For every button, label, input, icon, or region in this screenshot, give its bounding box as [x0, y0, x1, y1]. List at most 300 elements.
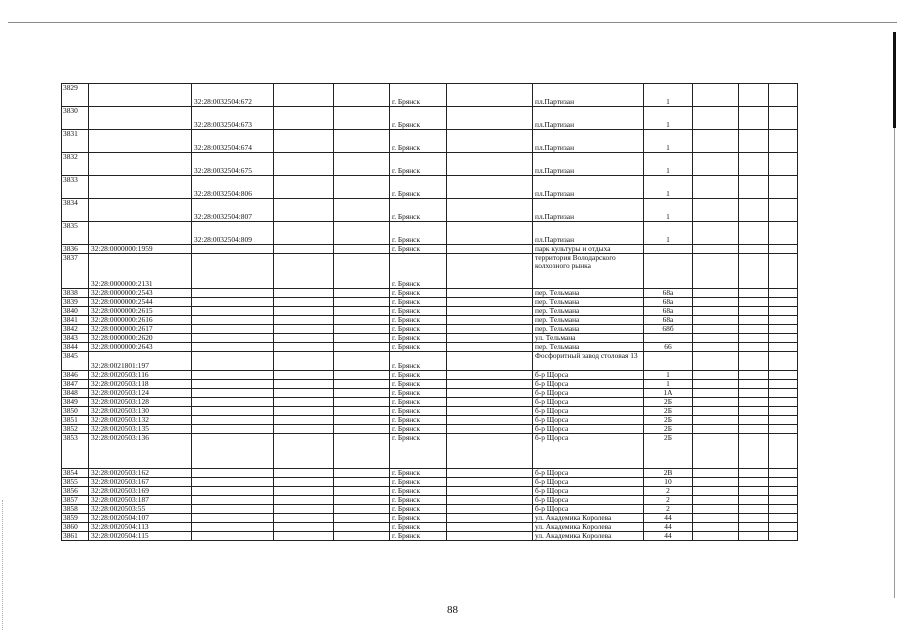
cadastral-number-primary: 32:28:0000000:1959: [89, 245, 192, 254]
empty-cell: [739, 487, 769, 496]
empty-cell: [274, 380, 334, 389]
address-cell: пл.Партизан: [533, 153, 644, 176]
empty-cell: [769, 298, 798, 307]
empty-cell: [739, 343, 769, 352]
empty-cell: [739, 371, 769, 380]
cadastral-number-primary: 32:28:0020503:169: [89, 487, 192, 496]
city-cell: г. Брянск: [390, 478, 447, 487]
empty-cell: [334, 153, 390, 176]
empty-cell: [447, 199, 533, 222]
empty-cell: [447, 496, 533, 505]
row-number: 3838: [62, 289, 89, 298]
house-number-cell: 2Б: [644, 425, 693, 434]
address-cell: пл.Партизан: [533, 84, 644, 107]
empty-cell: [739, 407, 769, 416]
empty-cell: [769, 245, 798, 254]
cadastral-number-primary: 32:28:0020504:115: [89, 532, 192, 541]
empty-cell: [739, 307, 769, 316]
empty-cell: [334, 371, 390, 380]
empty-cell: [334, 107, 390, 130]
row-number: 3840: [62, 307, 89, 316]
empty-cell: [739, 425, 769, 434]
empty-cell: [693, 416, 739, 425]
empty-cell: [274, 398, 334, 407]
empty-cell: [274, 307, 334, 316]
table-row: [62, 425, 798, 434]
row-number: 3843: [62, 334, 89, 343]
empty-cell: [274, 496, 334, 505]
address-cell: пер. Тельмана: [533, 307, 644, 316]
empty-cell: [693, 514, 739, 523]
address-cell: ул. Академика Королева: [533, 532, 644, 541]
house-number-cell: 2: [644, 496, 693, 505]
row-number: 3833: [62, 176, 89, 199]
empty-cell: [334, 496, 390, 505]
empty-cell: [447, 222, 533, 245]
empty-cell: [274, 84, 334, 107]
cadastral-number-primary: 32:28:0000000:2643: [89, 343, 192, 352]
address-cell: б-р Щорса: [533, 434, 644, 469]
empty-cell: [274, 222, 334, 245]
table-row: [62, 153, 798, 176]
row-number: 3857: [62, 496, 89, 505]
city-cell: г. Брянск: [390, 469, 447, 478]
empty-cell: [693, 496, 739, 505]
empty-cell: [739, 434, 769, 469]
empty-cell: [693, 325, 739, 334]
cadastral-number-primary: 32:28:0021801:197: [89, 352, 192, 371]
empty-cell: [334, 298, 390, 307]
cadastral-number-secondary: [192, 505, 274, 514]
row-number: 3851: [62, 416, 89, 425]
cadastral-number-secondary: [192, 289, 274, 298]
empty-cell: [334, 316, 390, 325]
cadastral-number-secondary: [192, 245, 274, 254]
house-number-cell: 1: [644, 130, 693, 153]
empty-cell: [769, 199, 798, 222]
address-cell: б-р Щорса: [533, 505, 644, 514]
empty-cell: [739, 176, 769, 199]
house-number-cell: [644, 352, 693, 371]
empty-cell: [693, 153, 739, 176]
cadastral-number-primary: 32:28:0020503:162: [89, 469, 192, 478]
empty-cell: [769, 289, 798, 298]
empty-cell: [769, 380, 798, 389]
table-row: [62, 371, 798, 380]
empty-cell: [769, 407, 798, 416]
empty-cell: [769, 523, 798, 532]
cadastral-number-secondary: [192, 398, 274, 407]
empty-cell: [693, 352, 739, 371]
cadastral-number-primary: 32:28:0000000:2544: [89, 298, 192, 307]
cadastral-number-primary: 32:28:0000000:2615: [89, 307, 192, 316]
empty-cell: [447, 130, 533, 153]
empty-cell: [447, 523, 533, 532]
address-cell: б-р Щорса: [533, 425, 644, 434]
empty-cell: [739, 380, 769, 389]
table-row: [62, 434, 798, 469]
row-number: 3846: [62, 371, 89, 380]
empty-cell: [274, 334, 334, 343]
empty-cell: [693, 343, 739, 352]
empty-cell: [447, 532, 533, 541]
cadastral-number-primary: 32:28:0020503:128: [89, 398, 192, 407]
address-cell: Фосфоритный завод столовая 13: [533, 352, 644, 371]
empty-cell: [739, 107, 769, 130]
cadastral-number-primary: 32:28:0020503:130: [89, 407, 192, 416]
empty-cell: [769, 389, 798, 398]
cadastral-number-secondary: [192, 434, 274, 469]
cadastral-number-secondary: [192, 416, 274, 425]
cadastral-number-primary: [89, 153, 192, 176]
address-cell: парк культуры и отдыха: [533, 245, 644, 254]
cadastral-number-primary: [89, 130, 192, 153]
cadastral-number-secondary: [192, 407, 274, 416]
city-cell: г. Брянск: [390, 316, 447, 325]
address-cell: б-р Щорса: [533, 407, 644, 416]
empty-cell: [739, 84, 769, 107]
address-cell: пл.Партизан: [533, 107, 644, 130]
empty-cell: [334, 478, 390, 487]
empty-cell: [693, 469, 739, 478]
empty-cell: [769, 176, 798, 199]
empty-cell: [739, 153, 769, 176]
table-row: [62, 389, 798, 398]
row-number: 3853: [62, 434, 89, 469]
empty-cell: [769, 222, 798, 245]
cadastral-number-primary: [89, 199, 192, 222]
table-row: [62, 487, 798, 496]
row-number: 3829: [62, 84, 89, 107]
empty-cell: [693, 245, 739, 254]
empty-cell: [274, 505, 334, 514]
table-row: [62, 289, 798, 298]
empty-cell: [739, 389, 769, 398]
empty-cell: [334, 84, 390, 107]
cadastral-number-secondary: [192, 487, 274, 496]
row-number: 3836: [62, 245, 89, 254]
empty-cell: [447, 254, 533, 289]
empty-cell: [334, 343, 390, 352]
city-cell: г. Брянск: [390, 380, 447, 389]
empty-cell: [693, 505, 739, 514]
cadastral-number-primary: 32:28:0020503:116: [89, 371, 192, 380]
address-cell: б-р Щорса: [533, 469, 644, 478]
empty-cell: [739, 245, 769, 254]
row-number: 3860: [62, 523, 89, 532]
city-cell: г. Брянск: [390, 514, 447, 523]
empty-cell: [739, 514, 769, 523]
empty-cell: [447, 505, 533, 514]
cadastral-number-primary: 32:28:0000000:2131: [89, 254, 192, 289]
empty-cell: [334, 487, 390, 496]
empty-cell: [769, 496, 798, 505]
empty-cell: [739, 298, 769, 307]
city-cell: г. Брянск: [390, 199, 447, 222]
empty-cell: [274, 298, 334, 307]
row-number: 3859: [62, 514, 89, 523]
address-cell: территория Володарского колхозного рынка: [533, 254, 644, 289]
empty-cell: [769, 153, 798, 176]
cadastral-number-primary: 32:28:0020503:187: [89, 496, 192, 505]
address-cell: б-р Щорса: [533, 478, 644, 487]
cadastral-number-secondary: [192, 343, 274, 352]
empty-cell: [769, 334, 798, 343]
row-number: 3847: [62, 380, 89, 389]
empty-cell: [447, 352, 533, 371]
empty-cell: [274, 434, 334, 469]
empty-cell: [739, 523, 769, 532]
empty-cell: [447, 176, 533, 199]
row-number: 3856: [62, 487, 89, 496]
cadastral-number-primary: 32:28:0000000:2617: [89, 325, 192, 334]
table-row: [62, 514, 798, 523]
cadastral-number-secondary: [192, 478, 274, 487]
empty-cell: [739, 505, 769, 514]
house-number-cell: 2Б: [644, 434, 693, 469]
address-cell: б-р Щорса: [533, 380, 644, 389]
city-cell: г. Брянск: [390, 298, 447, 307]
city-cell: г. Брянск: [390, 487, 447, 496]
empty-cell: [274, 371, 334, 380]
row-number: 3835: [62, 222, 89, 245]
empty-cell: [693, 176, 739, 199]
empty-cell: [274, 425, 334, 434]
table-row: [62, 298, 798, 307]
house-number-cell: 44: [644, 514, 693, 523]
table-row: [62, 505, 798, 514]
cadastral-number-secondary: 32:28:0032504:672: [192, 84, 274, 107]
address-cell: пер. Тельмана: [533, 316, 644, 325]
empty-cell: [769, 325, 798, 334]
empty-cell: [739, 478, 769, 487]
empty-cell: [693, 298, 739, 307]
empty-cell: [274, 532, 334, 541]
empty-cell: [693, 289, 739, 298]
empty-cell: [769, 469, 798, 478]
table-row: [62, 380, 798, 389]
empty-cell: [769, 84, 798, 107]
empty-cell: [334, 398, 390, 407]
empty-cell: [693, 434, 739, 469]
city-cell: г. Брянск: [390, 222, 447, 245]
cadastral-number-secondary: 32:28:0032504:673: [192, 107, 274, 130]
house-number-cell: 2Б: [644, 407, 693, 416]
cadastral-number-primary: 32:28:0000000:2543: [89, 289, 192, 298]
house-number-cell: 2Б: [644, 398, 693, 407]
empty-cell: [334, 289, 390, 298]
empty-cell: [334, 425, 390, 434]
cadastral-table: [61, 83, 798, 541]
empty-cell: [769, 434, 798, 469]
empty-cell: [739, 496, 769, 505]
cadastral-number-primary: [89, 107, 192, 130]
cadastral-number-primary: [89, 176, 192, 199]
cadastral-number-secondary: [192, 334, 274, 343]
empty-cell: [447, 298, 533, 307]
empty-cell: [693, 199, 739, 222]
empty-cell: [334, 352, 390, 371]
house-number-cell: 44: [644, 532, 693, 541]
empty-cell: [447, 416, 533, 425]
empty-cell: [739, 352, 769, 371]
empty-cell: [739, 316, 769, 325]
address-cell: пер. Тельмана: [533, 289, 644, 298]
cadastral-number-secondary: [192, 298, 274, 307]
empty-cell: [274, 514, 334, 523]
row-number: 3848: [62, 389, 89, 398]
cadastral-number-secondary: [192, 514, 274, 523]
page-number: 88: [447, 604, 458, 616]
empty-cell: [274, 343, 334, 352]
cadastral-number-secondary: [192, 469, 274, 478]
empty-cell: [693, 222, 739, 245]
address-cell: пл.Партизан: [533, 130, 644, 153]
cadastral-number-secondary: [192, 254, 274, 289]
house-number-cell: 2Б: [644, 416, 693, 425]
empty-cell: [274, 254, 334, 289]
empty-cell: [693, 380, 739, 389]
table-row: [62, 316, 798, 325]
empty-cell: [274, 407, 334, 416]
empty-cell: [334, 325, 390, 334]
empty-cell: [447, 514, 533, 523]
empty-cell: [334, 389, 390, 398]
city-cell: г. Брянск: [390, 254, 447, 289]
table-row: [62, 523, 798, 532]
empty-cell: [769, 254, 798, 289]
top-rule: [8, 22, 897, 23]
house-number-cell: 1: [644, 107, 693, 130]
empty-cell: [447, 334, 533, 343]
table-row: [62, 84, 798, 107]
house-number-cell: 1: [644, 176, 693, 199]
empty-cell: [274, 130, 334, 153]
empty-cell: [693, 371, 739, 380]
empty-cell: [447, 469, 533, 478]
empty-cell: [739, 130, 769, 153]
cadastral-number-secondary: [192, 307, 274, 316]
address-cell: б-р Щорса: [533, 416, 644, 425]
row-number: 3855: [62, 478, 89, 487]
cadastral-number-secondary: [192, 523, 274, 532]
empty-cell: [693, 407, 739, 416]
empty-cell: [693, 478, 739, 487]
address-cell: ул. Академика Королева: [533, 514, 644, 523]
empty-cell: [693, 398, 739, 407]
row-number: 3850: [62, 407, 89, 416]
cadastral-number-secondary: 32:28:0032504:806: [192, 176, 274, 199]
cadastral-number-primary: 32:28:0020504:113: [89, 523, 192, 532]
address-cell: б-р Щорса: [533, 371, 644, 380]
table-row: [62, 398, 798, 407]
address-cell: б-р Щорса: [533, 389, 644, 398]
empty-cell: [693, 316, 739, 325]
empty-cell: [274, 416, 334, 425]
empty-cell: [447, 380, 533, 389]
table-row: [62, 352, 798, 371]
table-row: [62, 416, 798, 425]
cadastral-number-secondary: [192, 380, 274, 389]
cadastral-number-primary: 32:28:0020503:118: [89, 380, 192, 389]
empty-cell: [447, 245, 533, 254]
table-body: [62, 84, 798, 541]
empty-cell: [447, 343, 533, 352]
city-cell: г. Брянск: [390, 389, 447, 398]
city-cell: г. Брянск: [390, 153, 447, 176]
city-cell: г. Брянск: [390, 523, 447, 532]
empty-cell: [447, 425, 533, 434]
row-number: 3852: [62, 425, 89, 434]
cadastral-number-primary: 32:28:0020503:55: [89, 505, 192, 514]
cadastral-number-primary: 32:28:0020503:124: [89, 389, 192, 398]
cadastral-number-primary: 32:28:0000000:2616: [89, 316, 192, 325]
empty-cell: [769, 505, 798, 514]
scan-edge-mark: [893, 32, 896, 128]
empty-cell: [769, 316, 798, 325]
cadastral-number-primary: 32:28:0000000:2620: [89, 334, 192, 343]
empty-cell: [334, 532, 390, 541]
address-cell: пл.Партизан: [533, 199, 644, 222]
city-cell: г. Брянск: [390, 407, 447, 416]
table-row: [62, 496, 798, 505]
empty-cell: [769, 532, 798, 541]
table-row: [62, 222, 798, 245]
empty-cell: [334, 514, 390, 523]
house-number-cell: 2: [644, 487, 693, 496]
row-number: 3834: [62, 199, 89, 222]
empty-cell: [447, 371, 533, 380]
house-number-cell: 68а: [644, 316, 693, 325]
table-row: [62, 532, 798, 541]
empty-cell: [447, 407, 533, 416]
row-number: 3849: [62, 398, 89, 407]
empty-cell: [447, 84, 533, 107]
row-number: 3858: [62, 505, 89, 514]
empty-cell: [447, 153, 533, 176]
house-number-cell: 1: [644, 199, 693, 222]
empty-cell: [769, 416, 798, 425]
house-number-cell: [644, 334, 693, 343]
empty-cell: [334, 505, 390, 514]
cadastral-number-secondary: [192, 532, 274, 541]
empty-cell: [334, 176, 390, 199]
empty-cell: [693, 487, 739, 496]
empty-cell: [447, 289, 533, 298]
cadastral-number-secondary: 32:28:0032504:675: [192, 153, 274, 176]
row-number: 3839: [62, 298, 89, 307]
cadastral-number-primary: [89, 222, 192, 245]
city-cell: г. Брянск: [390, 107, 447, 130]
city-cell: г. Брянск: [390, 84, 447, 107]
row-number: 3861: [62, 532, 89, 541]
city-cell: г. Брянск: [390, 334, 447, 343]
house-number-cell: 66: [644, 343, 693, 352]
address-cell: ул. Тельмана: [533, 334, 644, 343]
city-cell: г. Брянск: [390, 398, 447, 407]
table-row: [62, 176, 798, 199]
row-number: 3845: [62, 352, 89, 371]
empty-cell: [739, 222, 769, 245]
empty-cell: [739, 469, 769, 478]
empty-cell: [447, 307, 533, 316]
empty-cell: [769, 130, 798, 153]
house-number-cell: 68а: [644, 289, 693, 298]
empty-cell: [274, 523, 334, 532]
cadastral-number-secondary: [192, 316, 274, 325]
address-cell: б-р Щорса: [533, 398, 644, 407]
empty-cell: [739, 199, 769, 222]
